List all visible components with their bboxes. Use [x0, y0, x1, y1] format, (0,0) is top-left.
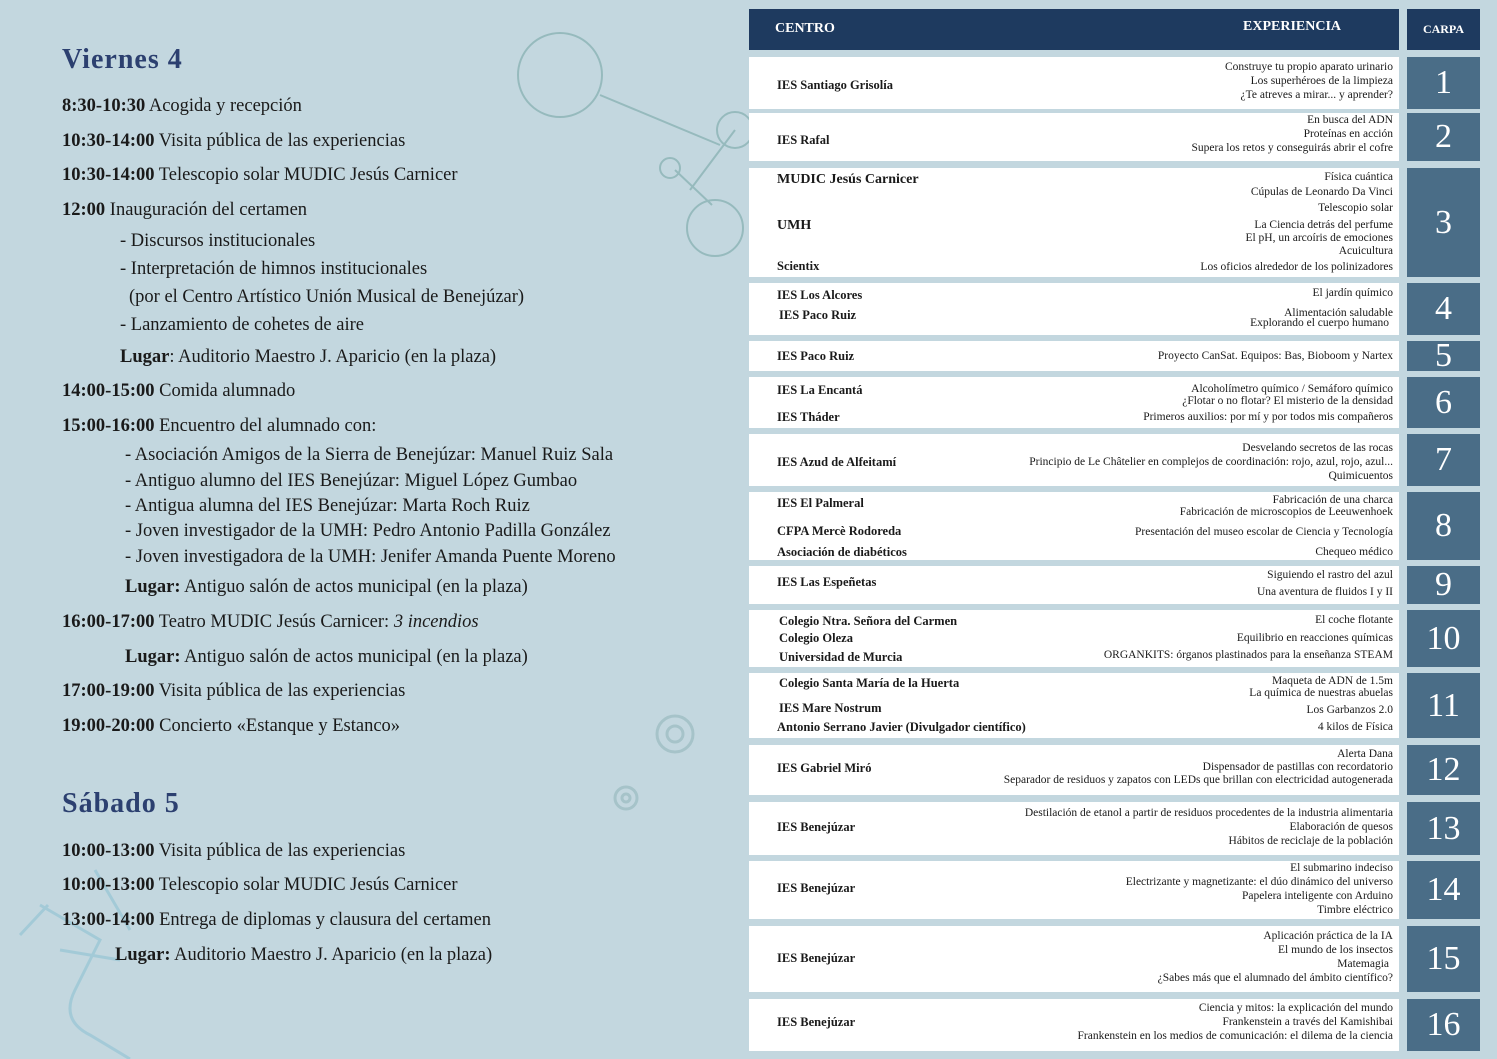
experience-name: En busca del ADN: [1307, 114, 1393, 126]
schedule-item: 17:00-19:00 Visita pública de las experiencias: [62, 681, 406, 701]
table-row: [749, 610, 1399, 667]
experience-name: Fabricación de microscopios de Leeuwenhoek: [1179, 506, 1393, 518]
column-header-centro: CENTRO: [775, 21, 835, 36]
center-name: IES Azud de Alfeitamí: [777, 455, 897, 469]
center-name: Colegio Santa María de la Huerta: [779, 676, 960, 690]
experience-name: Una aventura de fluidos I y II: [1256, 586, 1393, 598]
experience-name: ORGANKITS: órganos plastinados para la enseñanza STEAM: [1103, 649, 1393, 661]
experience-name: Maqueta de ADN de 1.5m: [1271, 675, 1393, 687]
experience-name: Construye tu propio aparato urinario: [1225, 61, 1393, 73]
schedule-item: 15:00-16:00 Encuentro del alumnado con:: [62, 416, 377, 436]
carpa-number: 2: [1407, 113, 1480, 161]
carpa-number: 3: [1407, 168, 1480, 277]
carpa-number: 13: [1407, 802, 1480, 855]
carpa-number: 15: [1407, 926, 1480, 992]
venue-line: Lugar: Auditorio Maestro J. Aparicio (en la plaza): [120, 347, 497, 367]
table-row: [749, 926, 1399, 992]
experience-name: Alcoholímetro químico / Semáforo químico: [1191, 383, 1393, 395]
carpa-number: 5: [1407, 341, 1480, 371]
table-row: [749, 673, 1399, 738]
experience-name: El mundo de los insectos: [1278, 944, 1393, 956]
carpa-number: 8: [1407, 492, 1480, 560]
schedule-item: 8:30-10:30 Acogida y recepción: [62, 96, 302, 116]
table-row: [749, 283, 1399, 335]
center-name: MUDIC Jesús Carnicer: [777, 172, 919, 187]
experience-name: Aplicación práctica de la IA: [1263, 930, 1393, 942]
schedule-item: 13:00-14:00 Entrega de diplomas y clausura del certamen: [62, 910, 491, 930]
experience-name: 4 kilos de Física: [1317, 721, 1393, 733]
schedule-item: 10:30-14:00 Visita pública de las experiencias: [62, 131, 406, 151]
carpa-number: 4: [1407, 283, 1480, 335]
experience-name: Alimentación saludable: [1284, 307, 1393, 319]
experience-name: Elaboración de quesos: [1289, 821, 1393, 833]
venue-line: Lugar: Antiguo salón de actos municipal (en la plaza): [125, 577, 528, 597]
experience-name: El pH, un arcoíris de emociones: [1245, 232, 1393, 244]
center-name: IES Gabriel Miró: [777, 761, 872, 775]
table-row: [749, 57, 1399, 109]
center-name: Asociación de diabéticos: [777, 545, 907, 559]
experience-name: ¿Sabes más que el alumnado del ámbito científico?: [1157, 972, 1393, 984]
experience-name: Presentación del museo escolar de Ciencia y Tecnología: [1135, 526, 1393, 538]
experience-name: Frankenstein en los medios de comunicación: el dilema de la ciencia: [1077, 1030, 1393, 1042]
experience-name: La química de nuestras abuelas: [1249, 687, 1393, 699]
experience-name: Proteínas en acción: [1303, 128, 1393, 140]
table-row: [749, 999, 1399, 1051]
schedule-subitem: (por el Centro Artístico Unión Musical de Benejúzar): [129, 287, 525, 307]
carpa-number: 12: [1407, 745, 1480, 795]
center-name: IES Tháder: [777, 410, 840, 424]
center-name: IES Paco Ruiz: [777, 349, 855, 363]
center-name: IES La Encantá: [777, 383, 863, 397]
column-header-experiencia: EXPERIENCIA: [1243, 19, 1342, 34]
table-row: [749, 377, 1399, 428]
carpa-number: 9: [1407, 566, 1480, 604]
schedule-item: 19:00-20:00 Concierto «Estanque y Estanco»: [62, 716, 401, 736]
schedule-item: 16:00-17:00 Teatro MUDIC Jesús Carnicer: 3 incendios: [62, 612, 479, 632]
schedule-subitem: - Lanzamiento de cohetes de aire: [120, 315, 364, 335]
center-name: Antonio Serrano Javier (Divulgador científico): [777, 720, 1026, 734]
center-name: IES Benejúzar: [777, 881, 856, 895]
schedule-subitem: - Interpretación de himnos institucionales: [120, 259, 428, 279]
center-name: IES Mare Nostrum: [779, 701, 882, 715]
center-name: IES Santiago Grisolía: [777, 78, 893, 92]
experience-name: Timbre eléctrico: [1317, 904, 1393, 916]
carpa-number: 11: [1407, 673, 1480, 738]
table-row: [749, 434, 1399, 486]
schedule-subitem: - Antiguo alumno del IES Benejúzar: Miguel López Gumbao: [125, 471, 578, 491]
center-name: Universidad de Murcia: [779, 650, 903, 664]
experience-name: La Ciencia detrás del perfume: [1254, 219, 1393, 231]
experience-name: Física cuántica: [1324, 171, 1393, 183]
schedule-subitem: - Asociación Amigos de la Sierra de Benejúzar: Manuel Ruiz Sala: [125, 445, 614, 465]
experience-name: Cúpulas de Leonardo Da Vinci: [1250, 186, 1393, 198]
schedule-item: 14:00-15:00 Comida alumnado: [62, 381, 296, 401]
experience-name: Papelera inteligente con Arduino: [1241, 890, 1393, 902]
experience-name: Supera los retos y conseguirás abrir el cofre: [1191, 142, 1393, 154]
experience-name: Frankenstein a través del Kamishibai: [1222, 1016, 1393, 1028]
center-name: IES Benejúzar: [777, 1015, 856, 1029]
center-name: IES Las Espeñetas: [777, 575, 877, 589]
center-name: IES Rafal: [777, 133, 830, 147]
experience-name: El jardín químico: [1312, 287, 1393, 299]
table-row: [749, 566, 1399, 604]
center-name: Colegio Ntra. Señora del Carmen: [779, 614, 958, 628]
carpa-number: 7: [1407, 434, 1480, 486]
experience-name: Acuicultura: [1338, 245, 1393, 257]
center-name: Scientix: [777, 259, 820, 273]
table-row: [749, 802, 1399, 855]
center-name: IES Benejúzar: [777, 820, 856, 834]
experience-name: Separador de residuos y zapatos con LEDs que brillan con electricidad autogenerada: [1003, 774, 1393, 786]
table-header: [749, 9, 1399, 50]
schedule-subitem: - Discursos institucionales: [120, 231, 316, 251]
schedule-item: 12:00 Inauguración del certamen: [62, 200, 308, 220]
day-title-friday: Viernes 4: [62, 44, 183, 75]
center-name: Colegio Oleza: [779, 631, 853, 645]
experience-name: Hábitos de reciclaje de la población: [1228, 835, 1393, 847]
experience-name: ¿Te atreves a mirar... y aprender?: [1240, 89, 1393, 101]
center-name: UMH: [777, 218, 812, 233]
experience-name: Destilación de etanol a partir de residuos procedentes de la industria alimentaria: [1024, 807, 1393, 819]
schedule-item: 10:00-13:00 Visita pública de las experiencias: [62, 841, 406, 861]
experience-name: Equilibrio en reacciones químicas: [1236, 632, 1393, 644]
table-row: [749, 113, 1399, 161]
experience-name: El coche flotante: [1315, 614, 1393, 626]
experience-name: Siguiendo el rastro del azul: [1267, 569, 1393, 581]
table-row: [749, 745, 1399, 795]
experience-name: Principio de Le Châtelier en complejos de coordinación: rojo, azul, rojo, azul...: [1029, 456, 1393, 468]
carpa-number: 1: [1407, 57, 1480, 109]
experience-name: Matemagia: [1337, 958, 1389, 970]
center-name: IES Benejúzar: [777, 951, 856, 965]
experience-name: Chequeo médico: [1315, 546, 1393, 558]
experience-name: Dispensador de pastillas con recordatorio: [1202, 761, 1393, 773]
carpa-number: 14: [1407, 861, 1480, 919]
carpa-number: 6: [1407, 377, 1480, 428]
experience-name: Alerta Dana: [1337, 748, 1393, 760]
venue-line: Lugar: Auditorio Maestro J. Aparicio (en la plaza): [115, 945, 493, 965]
schedule-subitem: - Joven investigadora de la UMH: Jenifer Amanda Puente Moreno: [125, 547, 616, 567]
center-name: IES Paco Ruiz: [779, 308, 857, 322]
venue-line: Lugar: Antiguo salón de actos municipal (en la plaza): [125, 647, 528, 667]
experience-name: Desvelando secretos de las rocas: [1242, 442, 1393, 454]
schedule-item: 10:30-14:00 Telescopio solar MUDIC Jesús Carnicer: [62, 165, 458, 185]
schedule-item: 10:00-13:00 Telescopio solar MUDIC Jesús Carnicer: [62, 875, 458, 895]
experience-name: Quimicuentos: [1328, 470, 1393, 482]
experience-name: Explorando el cuerpo humano: [1250, 317, 1389, 329]
day-title-saturday: Sábado 5: [62, 788, 180, 819]
schedule-subitem: - Joven investigador de la UMH: Pedro Antonio Padilla González: [125, 521, 611, 541]
experience-name: Los superhéroes de la limpieza: [1250, 75, 1393, 87]
experience-name: Proyecto CanSat. Equipos: Bas, Bioboom y Nartex: [1157, 350, 1393, 362]
table-row: [749, 861, 1399, 919]
table-row: [749, 492, 1399, 560]
carpa-number: 16: [1407, 999, 1480, 1051]
center-name: IES El Palmeral: [777, 496, 864, 510]
schedule-subitem: - Antigua alumna del IES Benejúzar: Marta Roch Ruiz: [125, 496, 530, 516]
experience-name: Los oficios alrededor de los polinizadores: [1200, 261, 1393, 273]
experience-name: ¿Flotar o no flotar? El misterio de la densidad: [1182, 395, 1393, 407]
table-row: [749, 341, 1399, 371]
center-name: CFPA Mercè Rodoreda: [777, 524, 902, 538]
table-row: [749, 168, 1399, 277]
experience-name: Fabricación de una charca: [1272, 494, 1393, 506]
experience-name: Electrizante y magnetizante: el dúo dinámico del universo: [1125, 876, 1393, 888]
center-name: IES Los Alcores: [777, 288, 863, 302]
experience-name: Los Garbanzos 2.0: [1306, 704, 1393, 716]
experience-name: Primeros auxilios: por mí y por todos mis compañeros: [1143, 411, 1393, 423]
experience-name: Ciencia y mitos: la explicación del mundo: [1198, 1002, 1393, 1014]
experience-name: El submarino indeciso: [1290, 862, 1393, 874]
carpa-number: 10: [1407, 610, 1480, 667]
column-header-carpa: CARPA: [1407, 9, 1480, 50]
experience-name: Telescopio solar: [1318, 202, 1393, 214]
